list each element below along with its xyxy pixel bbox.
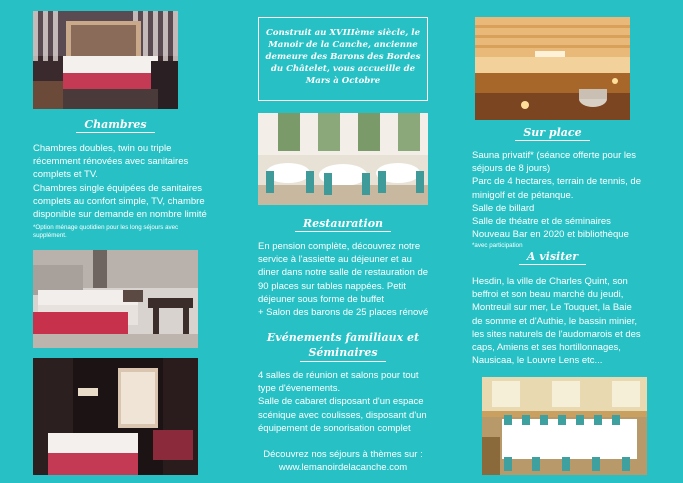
photo-salon bbox=[482, 377, 647, 475]
photo-sauna bbox=[475, 17, 630, 120]
a-visiter-description: Hesdin, la ville de Charles Quint, son beffroi et son beau marché du jeudi, Montreuil sur mer, Le Touquet, la Baie de somme et d'Authie, le bassin minier, les sites naturels de l'audomarois et des caps, Amiens et ses hortillonnages, Nausicaa, le Louvre Lens etc... bbox=[472, 276, 641, 367]
sur-place-item-1: Sauna privatif* (séance offerte pour les séjours de 8 jours) bbox=[472, 150, 637, 175]
intro-text: Construit au XVIIIème siècle, le Manoir de la Canche, ancienne demeure des Barons des Bordes du Châtelet, vous accueille de Mars à Octobre bbox=[265, 28, 421, 86]
evenements-description bbox=[258, 369, 433, 435]
photo-restaurant bbox=[258, 113, 428, 205]
sur-place-item-4: Salle de théatre et de séminaires bbox=[472, 216, 611, 228]
photo-bedroom-red bbox=[33, 250, 198, 348]
chambres-title: Chambres bbox=[33, 118, 198, 133]
chambres-paragraph-2: Chambres single équipées de sanitaires complets au confort simple, TV, chambre disponible sur demande en nombre limité bbox=[33, 182, 207, 221]
sur-place-list bbox=[472, 149, 647, 241]
evenements-paragraph-2: Salle de cabaret disposant d'un espace scénique avec coulisses, disposant d'un équipement de sonorisation complet bbox=[258, 396, 427, 434]
restauration-description bbox=[258, 240, 433, 319]
restauration-text: En pension complète, découvrez notre service à l'assiette au déjeuner et au diner dans notre salle de restauration de 90 places sur tables nappées. Petit déjeuner sous forme de buffet bbox=[258, 241, 429, 305]
sur-place-item-2: Parc de 4 hectares, terrain de tennis, de minigolf et de pétanque. bbox=[472, 176, 641, 201]
evenements-title-line2: Séminaires bbox=[300, 345, 385, 362]
footer-line-1: Découvrez nos séjours à thèmes sur : bbox=[263, 449, 423, 460]
website-link[interactable]: www.lemanoirdelacanche.com bbox=[278, 462, 408, 474]
sur-place-item-3: Salle de billard bbox=[472, 202, 535, 214]
sur-place-note: *avec participation bbox=[472, 242, 523, 249]
photo-bedroom-dark bbox=[33, 358, 198, 475]
restauration-title: Restauration bbox=[258, 217, 428, 232]
footer-invite bbox=[258, 448, 428, 474]
evenements-title bbox=[258, 330, 428, 362]
a-visiter-title: A visiter bbox=[475, 250, 630, 265]
sur-place-item-5: Nouveau Bar en 2020 et bibliothèque bbox=[472, 229, 629, 241]
restauration-extra: + Salon des barons de 25 places rénové bbox=[258, 307, 429, 319]
sur-place-title: Sur place bbox=[475, 126, 630, 141]
evenements-title-line1: Evénements familiaux et bbox=[266, 331, 420, 344]
evenements-paragraph-1: 4 salles de réunion et salons pour tout type d'évenements. bbox=[258, 370, 419, 395]
chambres-paragraph-1: Chambres doubles, twin ou triple récemment rénovées avec sanitaires complets et TV. bbox=[33, 143, 189, 181]
chambres-note: *Option ménage quotidien pour les long séjours avec supplément. bbox=[33, 224, 179, 239]
chambres-description bbox=[33, 142, 211, 221]
photo-bedroom-double bbox=[33, 11, 178, 109]
